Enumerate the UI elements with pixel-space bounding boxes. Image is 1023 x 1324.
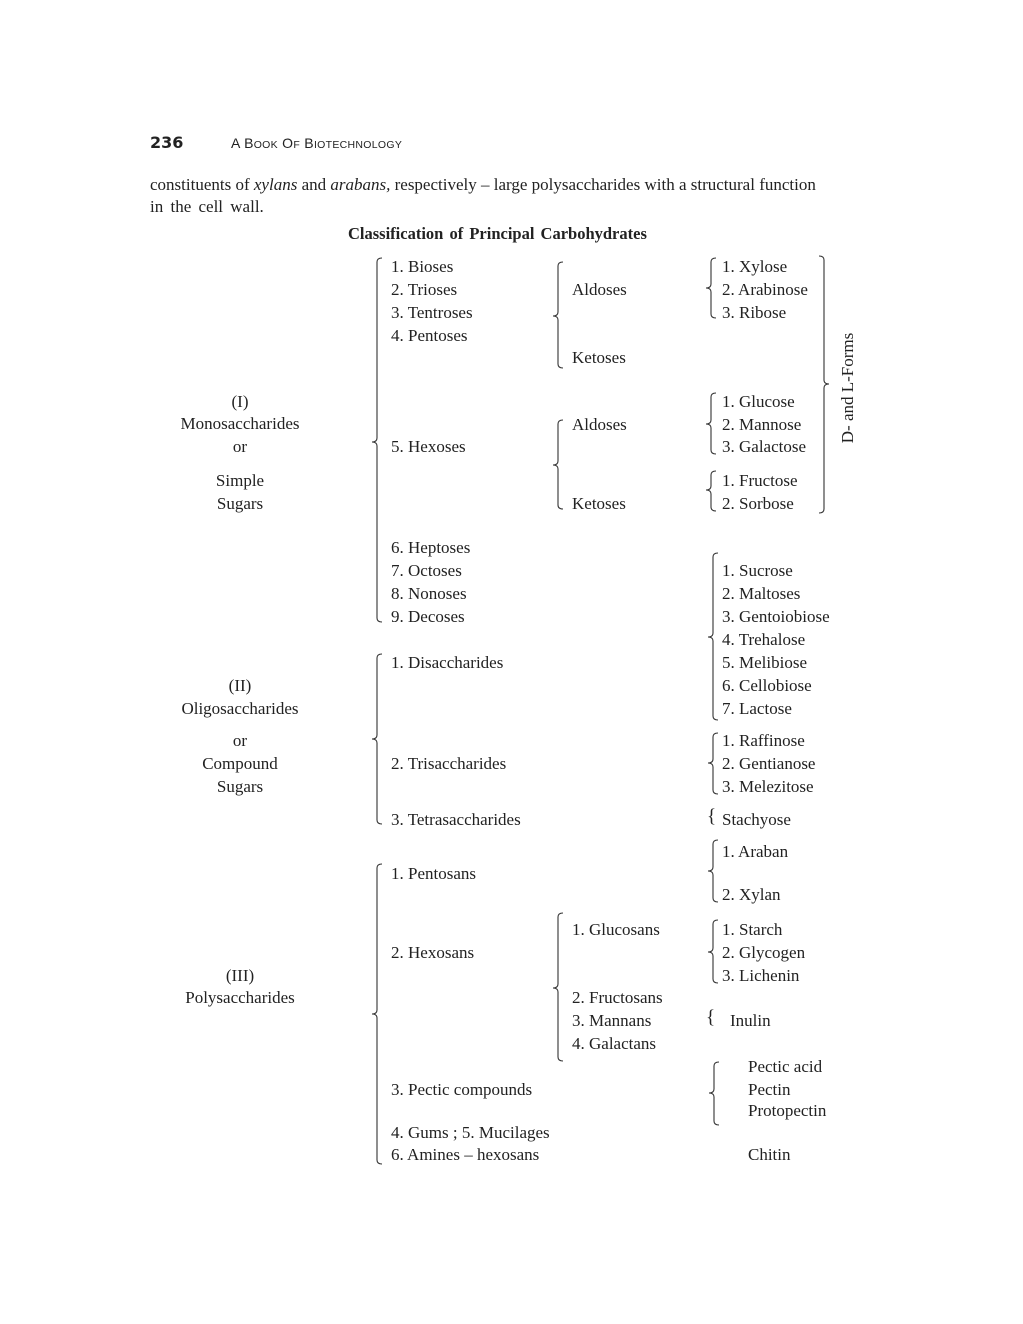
brace-forms xyxy=(819,256,829,513)
intro-line-2: in the cell wall. xyxy=(150,197,264,216)
glucosan: 1. Starch xyxy=(722,920,783,939)
oligo-type: 2. Trisaccharides xyxy=(391,754,507,773)
group-mono-or: or xyxy=(232,437,248,456)
hexose-ketose-sugar: 1. Fructose xyxy=(722,471,798,490)
mono-type: 8. Nonoses xyxy=(391,584,467,603)
group-mono-name: Monosaccharides xyxy=(180,414,300,433)
mono-type: 3. Tentroses xyxy=(391,303,473,322)
italic-xylans: xylans xyxy=(253,175,298,194)
mono-type: 4. Pentoses xyxy=(391,326,468,345)
oligo-type: 1. Disaccharides xyxy=(391,653,504,672)
pentose-sugar: 1. Xylose xyxy=(722,257,788,276)
disaccharide: 3. Gentoiobiose xyxy=(722,607,830,626)
mono-type: 6. Heptoses xyxy=(391,538,471,557)
group-oligo-alt1: Compound xyxy=(202,754,278,773)
glucosan: 2. Glycogen xyxy=(722,943,806,962)
mono-type: 2. Trioses xyxy=(391,280,458,299)
brace-glucosans xyxy=(708,920,718,983)
brace-poly xyxy=(372,864,382,1164)
group-oligo-or: or xyxy=(232,731,248,750)
disaccharide: 6. Cellobiose xyxy=(722,676,812,695)
brace-hexose xyxy=(553,420,563,509)
pentosan: 2. Xylan xyxy=(722,885,781,904)
disaccharide: 5. Melibiose xyxy=(722,653,807,672)
disaccharide: 2. Maltoses xyxy=(722,584,801,603)
pentose-ketoses: Ketoses xyxy=(572,348,626,367)
forms-label: D- and L-Forms xyxy=(838,332,857,444)
poly-type: 1. Pentosans xyxy=(391,864,476,883)
fructosan: Inulin xyxy=(730,1011,771,1030)
brace-disaccharides xyxy=(708,553,718,720)
trisaccharide: 1. Raffinose xyxy=(722,731,805,750)
brace-glyph: { xyxy=(706,1007,716,1028)
brace-hexosans xyxy=(553,913,563,1061)
hexosan-sub: 4. Galactans xyxy=(572,1034,657,1053)
hexosan-sub: 2. Fructosans xyxy=(572,988,663,1007)
pentose-sugar: 2. Arabinose xyxy=(722,280,808,299)
pectic-item: Pectic acid xyxy=(748,1057,823,1076)
group-poly-number: (III) xyxy=(225,966,255,985)
mono-type: 9. Decoses xyxy=(391,607,465,626)
hexose-aldose-sugar: 2. Mannose xyxy=(722,415,802,434)
brace-pentose xyxy=(553,262,563,368)
glucosan: 3. Lichenin xyxy=(722,966,800,985)
brace-pectic xyxy=(709,1062,719,1125)
group-mono-alt1: Simple xyxy=(215,471,265,490)
brace-mono xyxy=(372,258,382,622)
brace-pentosans xyxy=(708,840,718,902)
pentosan: 1. Araban xyxy=(722,842,789,861)
hexose-aldose-sugar: 3. Galactose xyxy=(722,437,807,456)
disaccharide: 1. Sucrose xyxy=(722,561,793,580)
mono-type: 7. Octoses xyxy=(391,561,462,580)
disaccharide: 7. Lactose xyxy=(722,699,792,718)
group-mono-alt2: Sugars xyxy=(216,494,264,513)
trisaccharide: 2. Gentianose xyxy=(722,754,816,773)
running-head: A BOOK OF BIOTECHNOLOGY xyxy=(231,135,403,151)
pentose-sugar: 3. Ribose xyxy=(722,303,787,322)
page-number: 236 xyxy=(150,133,184,152)
poly-type: 4. Gums ; 5. Mucilages xyxy=(391,1123,550,1142)
poly-type: 2. Hexosans xyxy=(391,943,475,962)
oligo-type: 3. Tetrasaccharides xyxy=(391,810,521,829)
brace-hexose-ketoses xyxy=(706,471,716,511)
poly-type: 6. Amines – hexosans xyxy=(391,1145,540,1164)
group-oligo-name: Oligosaccharides xyxy=(181,699,299,718)
mono-type: 5. Hexoses xyxy=(391,437,466,456)
hexose-ketose-sugar: 2. Sorbose xyxy=(722,494,794,513)
intro-line-1: constituents of xylans and arabans, respectively – large polysaccharides with a structural function xyxy=(150,175,816,194)
hexosan-sub: 3. Mannans xyxy=(572,1011,652,1030)
pectic-item: Protopectin xyxy=(748,1101,827,1120)
brace-oligo xyxy=(372,654,382,824)
pentose-aldoses: Aldoses xyxy=(572,280,627,299)
hexose-aldoses: Aldoses xyxy=(572,415,627,434)
group-oligo-alt2: Sugars xyxy=(216,777,264,796)
hexose-ketoses: Ketoses xyxy=(572,494,626,513)
italic-arabans: arabans, xyxy=(330,175,391,194)
amine-hexosan: Chitin xyxy=(748,1145,791,1164)
group-oligo-number: (II) xyxy=(228,676,252,695)
pectic-item: Pectin xyxy=(748,1080,791,1099)
group-poly-name: Polysaccharides xyxy=(185,988,295,1007)
brace-hexose-aldoses xyxy=(706,393,716,454)
mono-type: 1. Bioses xyxy=(391,257,454,276)
brace-trisaccharides xyxy=(708,733,718,794)
brace-pentose-sugars xyxy=(706,258,716,318)
tetrasaccharide: Stachyose xyxy=(722,810,791,829)
brace-glyph: { xyxy=(707,806,717,827)
disaccharide: 4. Trehalose xyxy=(722,630,806,649)
table-title: Classification of Principal Carbohydrates xyxy=(348,224,647,243)
poly-type: 3. Pectic compounds xyxy=(391,1080,533,1099)
group-mono-number: (I) xyxy=(231,392,249,411)
trisaccharide: 3. Melezitose xyxy=(722,777,814,796)
hexose-aldose-sugar: 1. Glucose xyxy=(722,392,795,411)
hexosan-sub: 1. Glucosans xyxy=(572,920,660,939)
